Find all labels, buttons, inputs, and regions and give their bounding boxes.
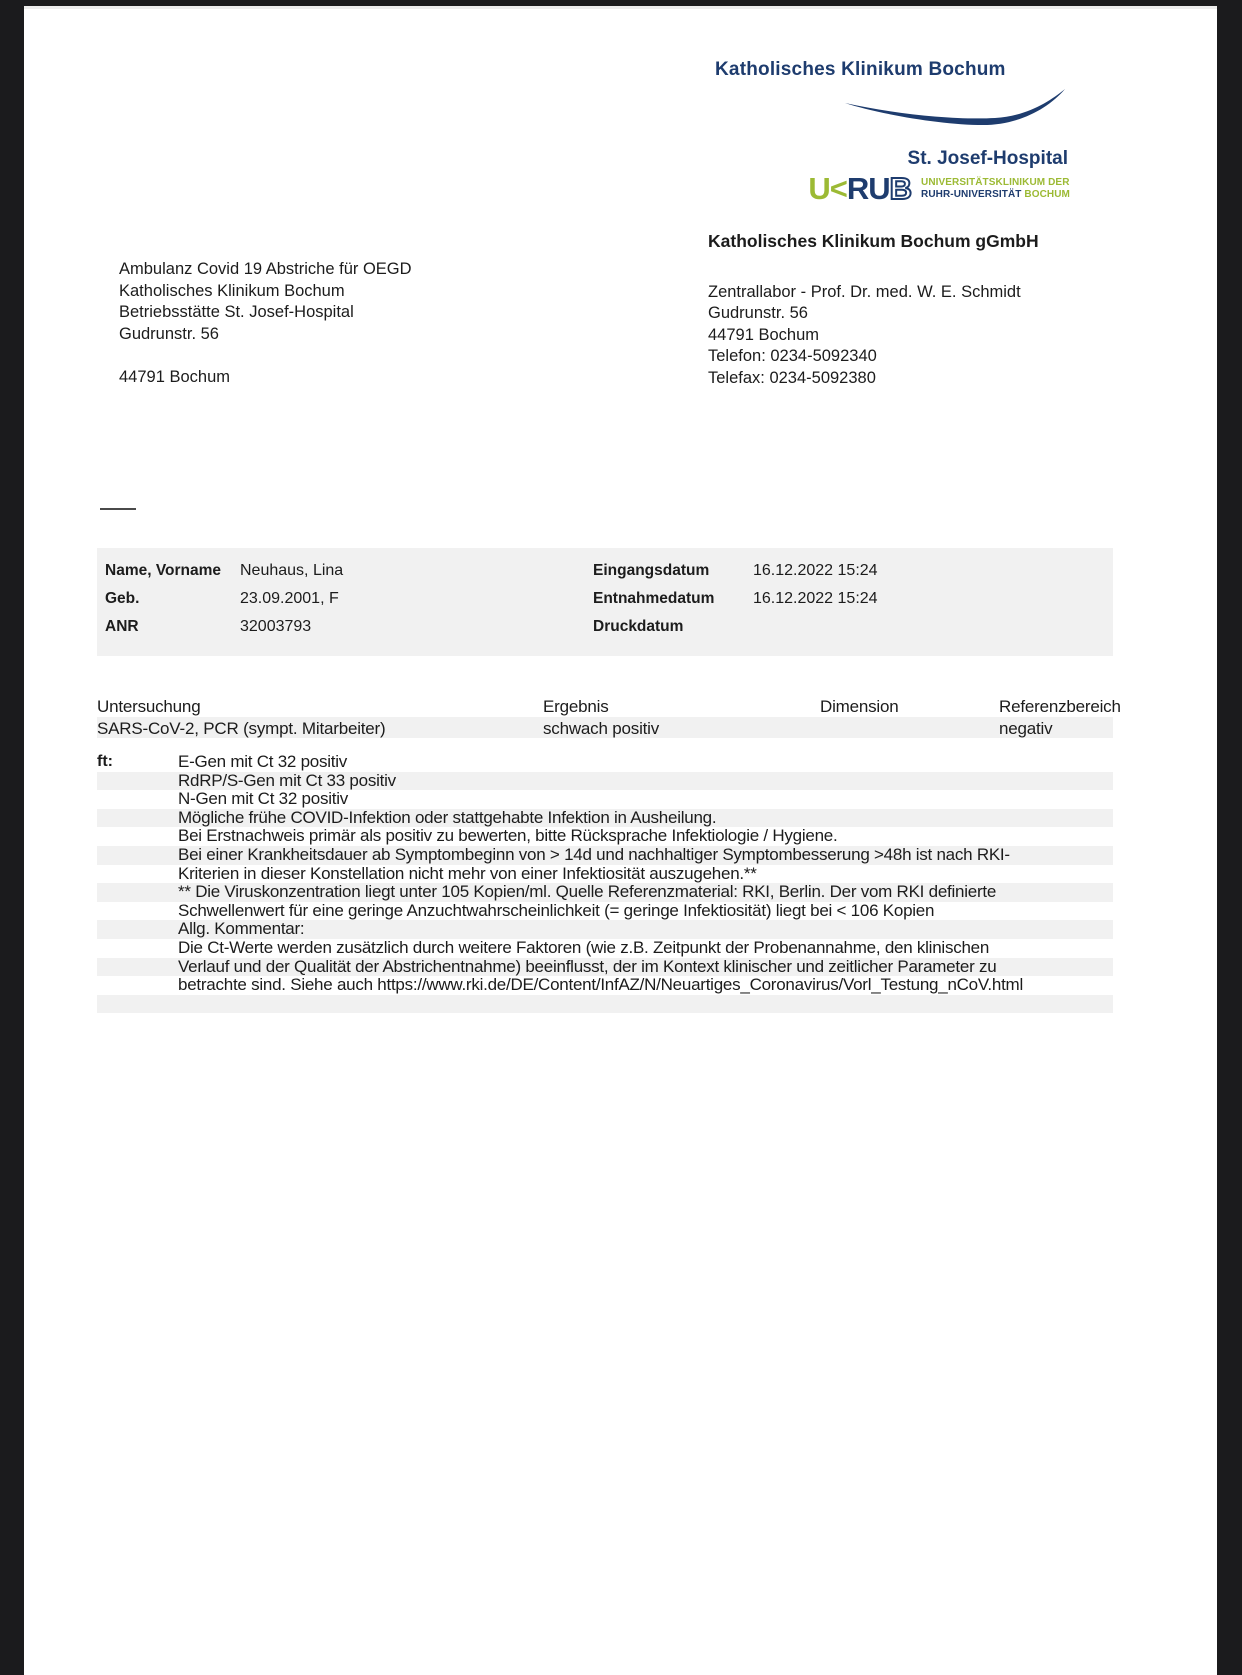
recipient-line: Gudrunstr. 56 [119, 324, 219, 343]
note-line: Allg. Kommentar: [97, 920, 1113, 939]
note-line-empty [97, 995, 1113, 1014]
hospital-logo-title: St. Josef-Hospital [907, 148, 1068, 169]
sender-line: Telefon: 0234-5092340 [708, 347, 877, 365]
fold-mark [100, 508, 136, 510]
sender-line: 44791 Bochum [708, 325, 819, 344]
sender-line: Telefax: 0234-5092380 [708, 368, 876, 387]
ukrub-wordmark [808, 173, 911, 204]
footnote-section [97, 753, 1113, 1013]
note-line: N-Gen mit Ct 32 positiv [178, 789, 348, 809]
result-ergebnis: schwach positiv [543, 719, 660, 738]
sender-title: Katholisches Klinikum Bochum gGmbH [708, 231, 1039, 251]
note-line: Verlauf und der Qualität der Abstrichentnahme) beeinflusst, der im Kontext klinischer und zeitlicher Parameter zu [97, 958, 1113, 977]
print-date-label: Druckdatum [593, 618, 684, 635]
note-line: E-Gen mit Ct 32 positiv [178, 752, 348, 771]
result-referenzbereich: negativ [999, 719, 1053, 738]
sender-line: Gudrunstr. 56 [708, 304, 808, 322]
ukrub-logo [808, 173, 1070, 204]
entry-date-label: Eingangsdatum [593, 562, 710, 579]
patient-anr-label: ANR [105, 618, 139, 635]
ukrub-subtitle-line1: UNIVERSITÄTSKLINIKUM DER [921, 176, 1070, 188]
note-line: Schwellenwert für eine geringe Anzuchtwahrscheinlichkeit (= geringe Infektiosität) liegt bei < 106 Kopien [178, 900, 935, 920]
note-line: betrachte sind. Siehe auch https://www.rki.de/DE/Content/InfAZ/N/Neuartiges_Coronavirus/Vorl_Testung_nCoV.html [178, 975, 1023, 995]
entry-date-value: 16.12.2022 15:24 [753, 562, 878, 579]
patient-name-label: Name, Vorname [105, 562, 222, 579]
note-line: Mögliche frühe COVID-Infektion oder stattgehabte Infektion in Ausheilung. [97, 809, 1113, 828]
patient-info-box [97, 548, 1113, 656]
patient-anr-value: 32003793 [240, 618, 312, 635]
note-line: RdRP/S-Gen mit Ct 33 positiv [97, 772, 1113, 791]
footnote-label: ft: [97, 753, 113, 770]
document-page [24, 6, 1217, 1675]
ukrub-subtitle [921, 177, 1070, 201]
header-referenzbereich: Referenzbereich [999, 697, 1121, 716]
note-line: ** Die Viruskonzentration liegt unter 105 Kopien/ml. Quelle Referenzmaterial: RKI, Berlin. Der vom RKI definierte [97, 883, 1113, 902]
note-line: Kriterien in dieser Konstellation nicht mehr von einer Infektiosität auszugehen.** [178, 863, 757, 883]
header-untersuchung: Untersuchung [97, 697, 201, 716]
header-ergebnis: Ergebnis [543, 697, 609, 716]
sender-line: Zentrallabor - Prof. Dr. med. W. E. Schmidt [708, 282, 1021, 301]
results-table-header [97, 697, 1137, 716]
ukrub-b-letter: B [889, 171, 911, 206]
recipient-line: Ambulanz Covid 19 Abstriche für OEGD [119, 260, 412, 278]
sender-address-block [708, 231, 1039, 389]
patient-birthdate-value: 23.09.2001, F [240, 590, 339, 607]
recipient-line-empty [119, 345, 412, 367]
sampling-date-value: 16.12.2022 15:24 [753, 590, 878, 607]
ukrub-uk-letters: U< [808, 171, 847, 206]
recipient-line: Katholisches Klinikum Bochum [119, 281, 345, 300]
result-row [97, 717, 1113, 738]
logo-swoosh-icon [845, 89, 1065, 125]
recipient-address-block [119, 259, 412, 388]
note-line: Die Ct-Werte werden zusätzlich durch weitere Faktoren (wie z.B. Zeitpunkt der Probenannahme, den klinischen [178, 937, 990, 957]
patient-birthdate-label: Geb. [105, 590, 140, 607]
note-line: Bei einer Krankheitsdauer ab Symptombeginn von > 14d und nachhaltiger Symptombesserung >48h ist nach RKI- [97, 846, 1113, 865]
sampling-date-label: Entnahmedatum [593, 590, 715, 607]
recipient-line: Betriebsstätte St. Josef-Hospital [119, 303, 354, 321]
recipient-line: 44791 Bochum [119, 367, 230, 386]
note-line: Bei Erstnachweis primär als positiv zu bewerten, bitte Rücksprache Infektiologie / Hygiene. [178, 826, 838, 846]
ukrub-ru-letters: RU [846, 171, 890, 206]
clinic-logo-title: Katholisches Klinikum Bochum [715, 59, 1006, 80]
header-dimension: Dimension [820, 697, 899, 716]
result-untersuchung: SARS-CoV-2, PCR (sympt. Mitarbeiter) [97, 719, 386, 738]
ukrub-subtitle-line2: RUHR-UNIVERSITÄT BOCHUM [921, 188, 1070, 200]
patient-name-value: Neuhaus, Lina [240, 562, 344, 579]
